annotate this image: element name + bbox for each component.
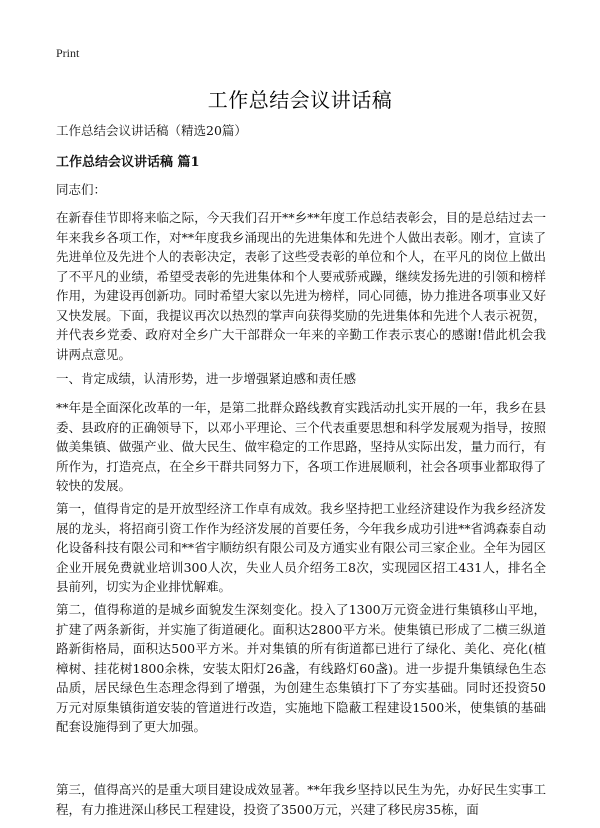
paragraph-overview: **年是全面深化改革的一年，是第二批群众路线教育实践活动扎实开展的一年，我乡在县委、县政府的正确领导下，以邓小平理论、三个代表重要思想和科学发展观为指导，按照做美集镇、做强产业、做大民生、做牢稳定的工作思路，坚持从实际出发，量力而行，有所作为，打造亮点，在全乡干群共同努力下，各项工作进展顺利，社会各项事业都取得了较快的发展。 [56,400,546,493]
print-link[interactable]: Print [56,46,80,60]
paragraph-heading-one: 一、肯定成绩，认清形势，进一步增强紧迫感和责任感 [56,371,357,386]
page-title: 工作总结会议讲话稿 [207,88,393,112]
paragraph-second-point: 第二，值得称道的是城乡面貌发生深刻变化。投入了1300万元资金进行集镇移山平地，扩建了两条新街，并实施了街道硬化。面积达2800平方米。使集镇已形成了二横三纵道路新街格局，面积达500平方米。并对集镇的所有街道都已进行了绿化、美化、亮化(植樟树、挂花树1800余株，安装太阳灯26盏，有线路灯60盏)。进一步提升集镇绿色生态品质，居民绿色生态理念得到了增强，为创建生态集镇打下了夯实基础。同时还投资50万元对原集镇街道安装的管道进行改造，实施地下隐蔽工程建设1500米，使集镇的基础配套设施得到了更大加强。 [56,602,546,734]
paragraph-first-point: 第一，值得肯定的是开放型经济工作卓有成效。我乡坚持把工业经济建设作为我乡经济发展的龙头，将招商引资工作作为经济发展的首要任务，今年我乡成功引进**省鸿森泰自动化设备科技有限公司和**省宇顺纺织有限公司及方通实业有限公司三家企业。全年为园区企业开展免费就业培训300人次，失业人员介绍务工8次，实现园区招工431人，排名全县前列，切实为企业排忧解难。 [56,501,546,594]
paragraph-intro: 在新春佳节即将来临之际，今天我们召开**乡**年度工作总结表彰会，目的是总结过去一年来我乡各项工作，对**年度我乡涌现出的先进集体和先进个人做出表彰。刚才，宣读了先进单位及先进个人的表彰决定，表彰了这些受表彰的单位和个人，在平凡的岗位上做出了不平凡的业绩，希望受表彰的先进集体和个人要戒骄戒躁，继续发扬先进的引领和榜样作用，为建设再创新功。同时希望大家以先进为榜样，同心同德，协力推进各项事业又好又快发展。下面，我提议再次以热烈的掌声向获得奖励的先进集体和先进个人表示祝贺，并代表乡党委、政府对全乡广大干部群众一年来的辛勤工作表示衷心的感谢!借此机会我讲两点意见。 [56,210,546,362]
section-heading: 工作总结会议讲话稿 篇1 [56,155,200,170]
paragraph-third-point: 第三，值得高兴的是重大项目建设成效显著。**年我乡坚持以民生为先，办好民生实事工程，有力推进深山移民工程建设，投资了3500万元，兴建了移民房35栋，面 [56,782,546,817]
document-subtitle: 工作总结会议讲话稿（精选20篇） [56,123,247,138]
greeting-line: 同志们： [56,182,107,197]
